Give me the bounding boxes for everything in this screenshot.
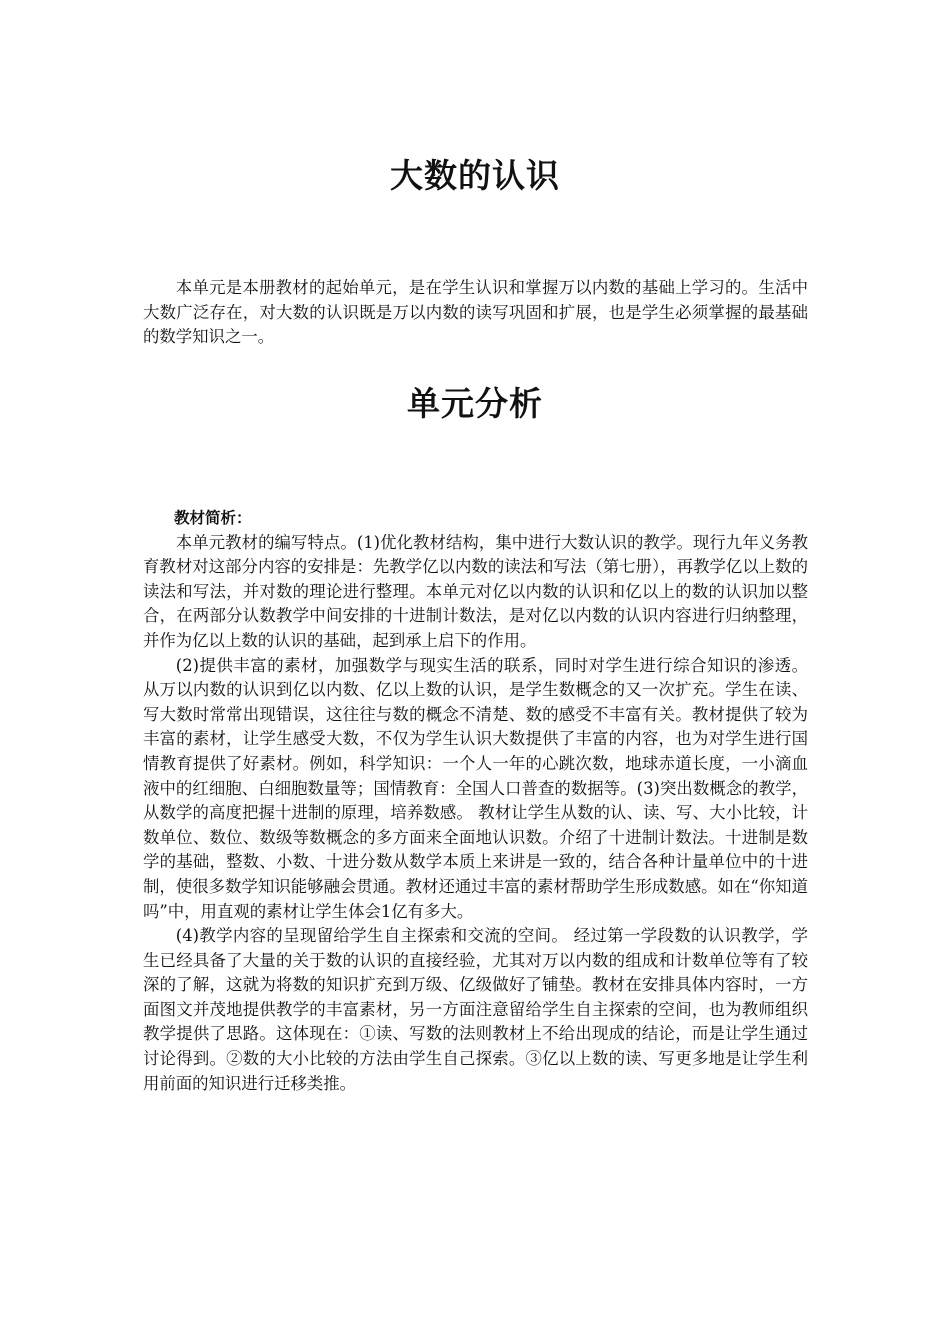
paragraph: (4)教学内容的呈现留给学生自主探索和交流的空间。 经过第一学段数的认识教学，学生已经具备了大量的关于数的认识的直接经验，尤其对万以内数的组成和计数单位等有了较深的了解，这就为将数的知识扩充到万级、亿级做好了铺垫。教材在安排具体内容时，一方面图文并茂地提供教学的丰富素材，另一方面注意留给学生自主探索的空间，也为教师组织教学提供了思路。这体现在：①读、写数的法则教材上不给出现成的结论，而是让学生通过讨论得到。②数的大小比较的方法由学生自己探索。③亿以上数的读、写更多地是让学生利用前面的知识进行迁移类推。 [143, 926, 808, 1093]
intro-section [143, 276, 808, 350]
intro-paragraph: 本单元是本册教材的起始单元，是在学生认识和掌握万以内数的基础上学习的。生活中大数广泛存在，对大数的认识既是万以内数的读写巩固和扩展，也是学生必须掌握的最基础的数学知识之一。 [143, 278, 808, 347]
section-title: 单元分析 [407, 384, 543, 423]
analysis-section [143, 506, 808, 1096]
paragraph: 本单元教材的编写特点。(1)优化教材结构，集中进行大数认识的教学。现行九年义务教育教材对这部分内容的安排是：先教学亿以内数的读法和写法（第七册），再教学亿以上数的读法和写法，并对数的理论进行整理。本单元对亿以内数的认识和亿以上的数的认识加以整合，在两部分认数教学中间安排的十进制计数法，是对亿以内数的认识内容进行归纳整理，并作为亿以上数的认识的基础，起到承上启下的作用。 [143, 532, 808, 650]
subheading: 教材简析： [174, 509, 252, 527]
paragraph: (2)提供丰富的素材，加强数学与现实生活的联系，同时对学生进行综合知识的渗透。 从万以内数的认识到亿以内数、亿以上数的认识，是学生数概念的又一次扩充。学生在读、写大数时常常出现错误，这往往与数的概念不清楚、数的感受不丰富有关。教材提供了较为丰富的素材，让学生感受大数，不仅为学生认识大数提供了丰富的内容，也为对学生进行国情教育提供了好素材。例如，科学知识：一个人一年的心跳次数，地球赤道长度，一小滴血液中的红细胞、白细胞数量等；国情教育：全国人口普查的数据等。(3)突出数概念的教学，从数学的高度把握十进制的原理，培养数感。 教材让学生从数的认、读、写、大小比较，计数单位、数位、数级等数概念的多方面来全面地认识数。介绍了十进制计数法。十进制是数学的基础，整数、小数、十进分数从数学本质上来讲是一致的，结合各种计量单位中的十进制，使很多数学知识能够融会贯通。教材还通过丰富的素材帮助学生形成数感。如在“你知道吗”中，用直观的素材让学生体会1亿有多大。 [143, 655, 808, 921]
document-title: 大数的认识 [390, 156, 560, 195]
